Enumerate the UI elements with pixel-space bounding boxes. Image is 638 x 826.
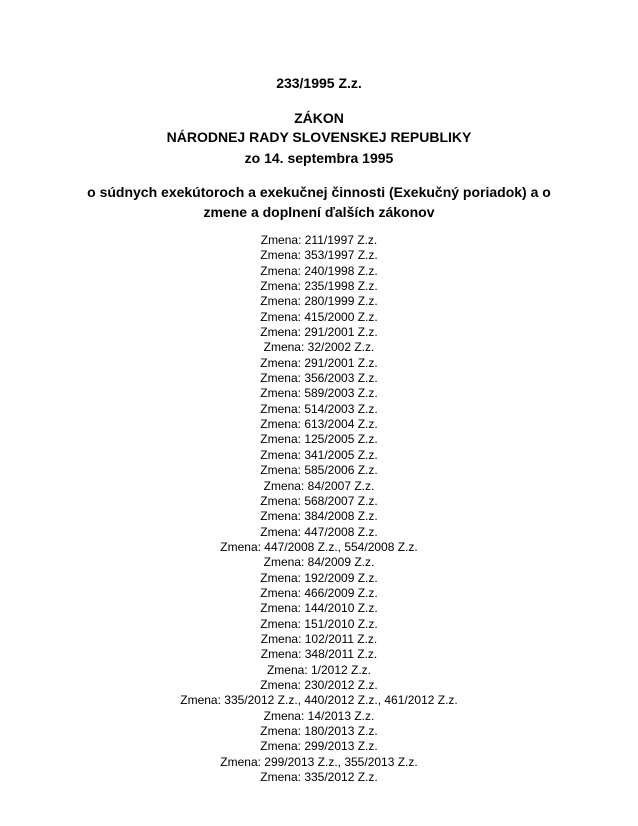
law-heading-type: ZÁKON — [294, 110, 344, 126]
amendment-item: Zmena: 280/1999 Z.z. — [260, 294, 378, 309]
law-date: zo 14. septembra 1995 — [244, 150, 394, 166]
amendment-item: Zmena: 235/1998 Z.z. — [260, 279, 378, 294]
amendment-item: Zmena: 151/2010 Z.z. — [260, 616, 378, 631]
amendment-item: Zmena: 1/2012 Z.z. — [266, 662, 372, 677]
amendment-item: Zmena: 466/2009 Z.z. — [260, 585, 378, 600]
amendment-item: Zmena: 291/2001 Z.z. — [260, 325, 378, 340]
amendment-item: Zmena: 613/2004 Z.z. — [260, 417, 378, 432]
amendment-item: Zmena: 585/2006 Z.z. — [260, 463, 378, 478]
amendment-item: Zmena: 180/2013 Z.z. — [260, 724, 378, 738]
amendment-item: Zmena: 514/2003 Z.z. — [260, 401, 378, 416]
amendment-item: Zmena: 84/2009 Z.z. — [263, 555, 375, 570]
amendment-list — [0, 233, 638, 785]
amendment-item: Zmena: 211/1997 Z.z. — [260, 233, 378, 247]
amendment-item: Zmena: 384/2008 Z.z. — [260, 509, 378, 524]
amendment-item: Zmena: 125/2005 Z.z. — [260, 432, 378, 447]
amendment-item: Zmena: 240/1998 Z.z. — [260, 263, 378, 278]
law-title-line-1: o súdnych exekútoroch a exekučnej činnosti (Exekučný poriadok) a o — [87, 184, 551, 200]
amendment-item: Zmena: 356/2003 Z.z. — [260, 371, 378, 386]
amendment-item: Zmena: 335/2012 Z.z. — [260, 770, 378, 785]
law-heading-issuer: NÁRODNEJ RADY SLOVENSKEJ REPUBLIKY — [166, 129, 472, 145]
amendment-item: Zmena: 415/2000 Z.z. — [260, 309, 378, 324]
amendment-item: Zmena: 32/2002 Z.z. — [263, 340, 375, 355]
amendment-item: Zmena: 192/2009 Z.z. — [260, 570, 378, 585]
law-heading — [0, 109, 638, 147]
amendment-item: Zmena: 341/2005 Z.z. — [260, 447, 378, 462]
amendment-item: Zmena: 102/2011 Z.z. — [260, 631, 378, 646]
amendment-item: Zmena: 335/2012 Z.z., 440/2012 Z.z., 461/2012 Z.z. — [180, 693, 458, 708]
amendment-item: Zmena: 291/2001 Z.z. — [260, 355, 378, 370]
amendment-item: Zmena: 568/2007 Z.z. — [260, 493, 378, 508]
amendment-item: Zmena: 299/2013 Z.z., 355/2013 Z.z. — [220, 754, 418, 769]
amendment-item: Zmena: 447/2008 Z.z., 554/2008 Z.z. — [220, 539, 418, 554]
amendment-item: Zmena: 230/2012 Z.z. — [260, 677, 378, 692]
amendment-item: Zmena: 447/2008 Z.z. — [260, 524, 378, 539]
amendment-item: Zmena: 353/1997 Z.z. — [260, 248, 378, 263]
law-title — [0, 182, 638, 222]
amendment-item: Zmena: 348/2011 Z.z. — [260, 647, 378, 662]
document-number: 233/1995 Z.z. — [276, 75, 362, 91]
amendment-item: Zmena: 14/2013 Z.z. — [263, 708, 375, 723]
amendment-item: Zmena: 589/2003 Z.z. — [260, 386, 378, 401]
amendment-item: Zmena: 299/2013 Z.z. — [260, 739, 378, 754]
law-title-line-2: zmene a doplnení ďalších zákonov — [203, 204, 435, 220]
amendment-item: Zmena: 144/2010 Z.z. — [260, 601, 378, 616]
amendment-item: Zmena: 84/2007 Z.z. — [263, 478, 375, 493]
